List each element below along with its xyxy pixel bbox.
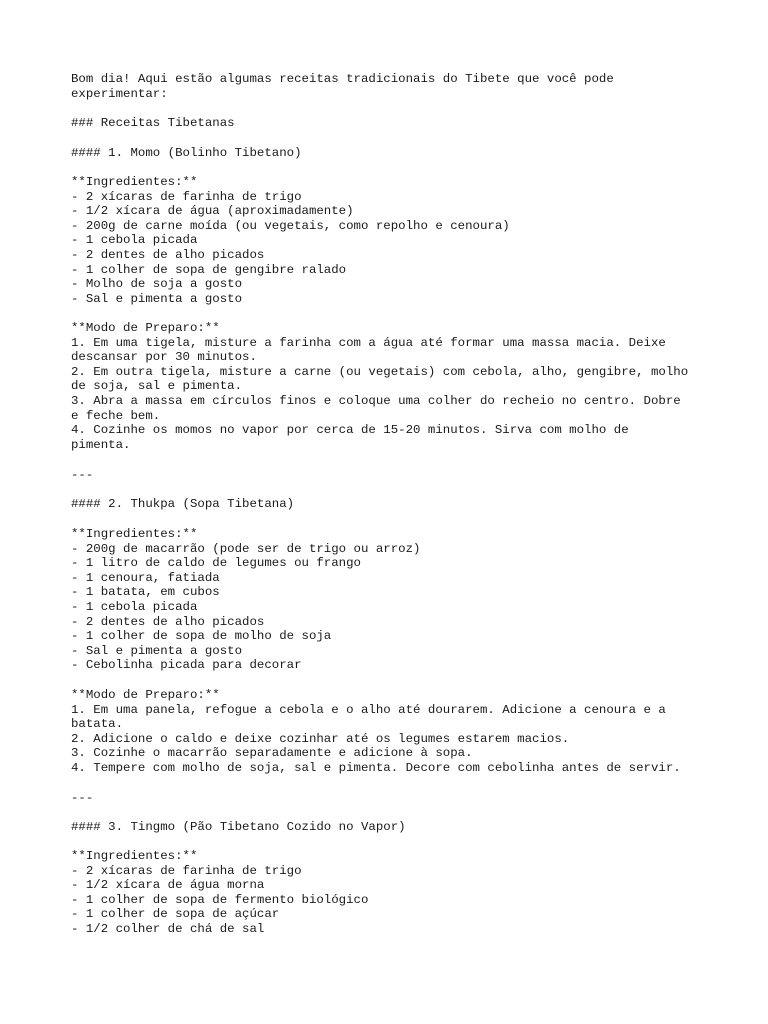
intro-line: Bom dia! Aqui estão algumas receitas tradicionais do Tibete que você pode [71, 72, 614, 86]
method-line: e feche bem. [71, 408, 161, 423]
method-line: 2. Adicione o caldo e deixe cozinhar até os legumes estarem macios. [71, 731, 570, 746]
intro-line: experimentar: [71, 86, 168, 101]
list-item: - 1 cebola picada [71, 599, 198, 614]
method-line: 3. Abra a massa em círculos finos e coloque uma colher do recheio no centro. Dobre [71, 393, 681, 408]
recipe-heading: #### 2. Thukpa (Sopa Tibetana) [71, 497, 295, 511]
method-line: 4. Tempere com molho de soja, sal e pimenta. Decore com cebolinha antes de servir. [71, 760, 681, 775]
list-item: - 1 cebola picada [71, 233, 198, 248]
list-item: - 2 dentes de alho picados [71, 247, 265, 262]
separator-text: --- [71, 791, 94, 805]
ingredients-list [71, 175, 731, 306]
recipe-title [71, 497, 731, 512]
list-item: - 200g de macarrão (pode ser de trigo ou arroz) [71, 541, 421, 556]
list-item: - Cebolinha picada para decorar [71, 658, 302, 673]
method-line: 1. Em uma panela, refogue a cebola e o alho até dourarem. Adicione a cenoura e a [71, 702, 666, 717]
separator [71, 468, 731, 483]
method-line: pimenta. [71, 437, 131, 452]
intro-paragraph [71, 72, 731, 101]
separator [71, 791, 731, 806]
ingredients-heading: **Ingredientes:** [71, 175, 198, 189]
recipe-heading: #### 1. Momo (Bolinho Tibetano) [71, 146, 302, 160]
list-item: - 2 xícaras de farinha de trigo [71, 863, 302, 878]
list-item: - 1 batata, em cubos [71, 585, 220, 600]
list-item: - Sal e pimenta a gosto [71, 643, 243, 658]
method-line: 1. Em uma tigela, misture a farinha com a água até formar uma massa macia. Deixe [71, 335, 666, 350]
method-line: 4. Cozinhe os momos no vapor por cerca de 15-20 minutos. Sirva com molho de [71, 423, 629, 438]
method-heading: **Modo de Preparo:** [71, 321, 220, 335]
list-item: - 1 colher de sopa de açúcar [71, 907, 280, 922]
method-line: descansar por 30 minutos. [71, 350, 257, 365]
ingredients-heading: **Ingredientes:** [71, 849, 198, 863]
ingredients-list [71, 527, 731, 673]
recipe-title [71, 146, 731, 161]
list-item: - 2 dentes de alho picados [71, 614, 265, 629]
list-item: - Sal e pimenta a gosto [71, 291, 243, 306]
separator-text: --- [71, 468, 94, 482]
section-title: ### Receitas Tibetanas [71, 116, 235, 130]
method-line: 2. Em outra tigela, misture a carne (ou vegetais) com cebola, alho, gengibre, molho [71, 364, 689, 379]
method-line: 3. Cozinhe o macarrão separadamente e adicione à sopa. [71, 746, 473, 761]
list-item: - 1 litro de caldo de legumes ou frango [71, 556, 361, 571]
list-item: - 1 colher de sopa de gengibre ralado [71, 262, 347, 277]
list-item: - 200g de carne moída (ou vegetais, como repolho e cenoura) [71, 218, 510, 233]
list-item: - Molho de soja a gosto [71, 277, 243, 292]
list-item: - 2 xícaras de farinha de trigo [71, 189, 302, 204]
recipe-heading: #### 3. Tingmo (Pão Tibetano Cozido no Vapor) [71, 820, 406, 834]
list-item: - 1 colher de sopa de molho de soja [71, 629, 332, 644]
method-heading: **Modo de Preparo:** [71, 688, 220, 702]
method-list [71, 688, 731, 776]
list-item: - 1/2 xícara de água (aproximadamente) [71, 204, 354, 219]
list-item: - 1/2 xícara de água morna [71, 878, 265, 893]
list-item: - 1 colher de sopa de fermento biológico [71, 892, 369, 907]
recipe-title [71, 820, 731, 835]
method-line: batata. [71, 717, 124, 732]
list-item: - 1/2 colher de chá de sal [71, 921, 265, 936]
ingredients-heading: **Ingredientes:** [71, 527, 198, 541]
ingredients-list [71, 849, 731, 937]
section-heading [71, 116, 731, 131]
method-list [71, 321, 731, 452]
method-line: de soja, sal e pimenta. [71, 379, 243, 394]
list-item: - 1 cenoura, fatiada [71, 570, 220, 585]
